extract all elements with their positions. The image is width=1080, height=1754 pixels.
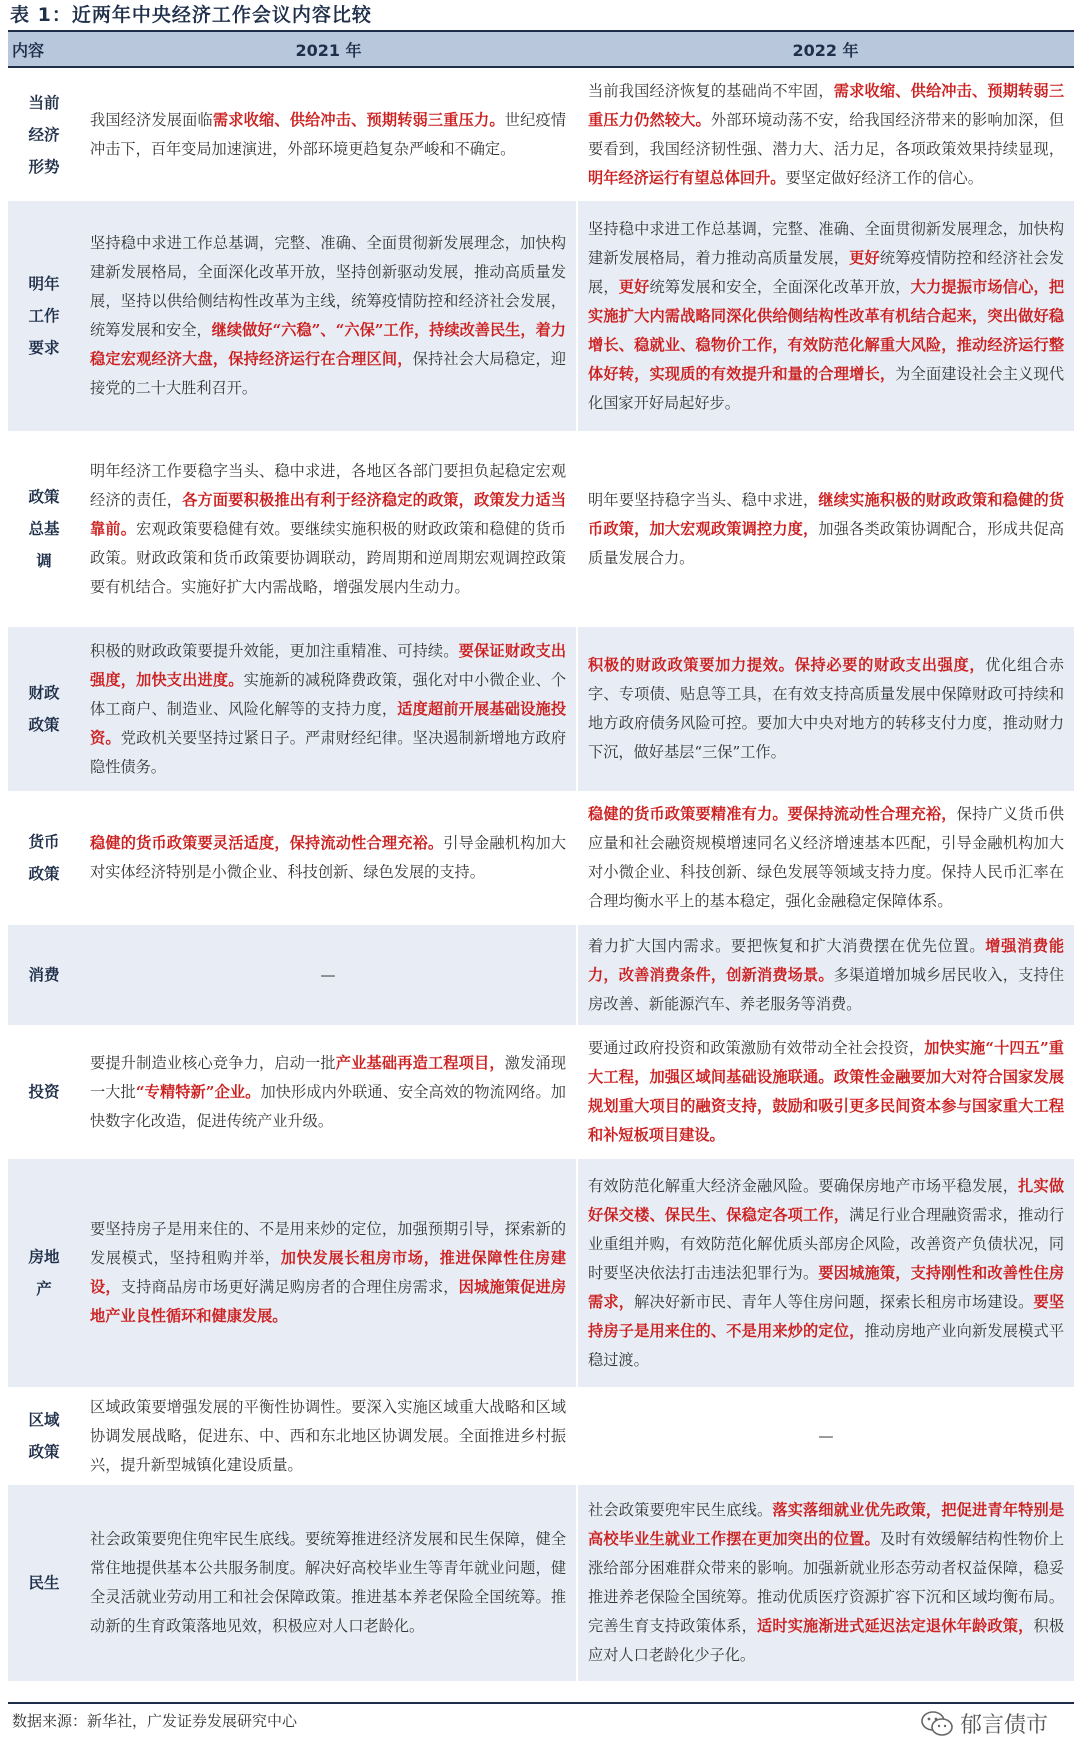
emphasis-text: 积极的财政政策要加力提效。保持必要的财政支出强度，: [588, 656, 986, 674]
table-row: [8, 1485, 1074, 1681]
cell-2021: [80, 1025, 577, 1159]
wechat-icon: [920, 1710, 954, 1738]
body-text: 社会政策要兜住兜牢民生底线。要统筹推进经济发展和民生保障，健全常住地提供基本公共服务制度。解决好高校毕业生等青年就业问题，健全灵活就业劳动用工和社会保障政策。推进基本养老保险全国统筹。推动新的生育政策落地见效，积极应对人口老龄化。: [90, 1530, 566, 1635]
table-row: [8, 791, 1074, 925]
row-label-text: 明年工作要求: [28, 275, 60, 357]
table-row: [8, 431, 1074, 627]
body-text: 统筹发展和安全，全面深化改革开放，: [649, 277, 911, 296]
body-text: 优化组合赤字、专项债、贴息等工具，在有效支持高质量发展中保障财政可持续和地方政府债务风险可控。要加大中央对地方的转移支付力度，推动财力下沉，做好基层“三保”工作。: [588, 656, 1065, 761]
body-text: 多渠道增加城乡居民收入，支持住房改善、新能源汽车、养老服务等消费。: [588, 965, 1065, 1013]
emphasis-text: 因城施策促进房地产业良性循环和健康发展。: [90, 1278, 567, 1325]
emphasis-text: 继续实施积极的财政政策和稳健的货币政策，加大宏观政策调控力度，: [588, 490, 1065, 538]
cell-2022: [577, 1025, 1074, 1159]
table-row: [8, 1387, 1074, 1485]
row-label: [8, 67, 80, 201]
row-label: [8, 431, 80, 627]
cell-2021: [80, 1485, 577, 1681]
comparison-table: [8, 30, 1074, 1681]
body-text: 党政机关要坚持过紧日子。严肃财经纪律。坚决遏制新增地方政府隐性债务。: [90, 728, 567, 776]
body-text: 坚持稳中求进工作总基调，完整、准确、全面贯彻新发展理念，加快构建新发展格局，着力推动高质量发展，: [588, 219, 1064, 267]
emphasis-text: 明年经济运行有望总体回升。: [588, 168, 786, 187]
body-text: —: [320, 965, 336, 984]
watermark-text: 郁言债市: [959, 1713, 1048, 1738]
body-text: 区域政策要增强发展的平衡性协调性。要深入实施区域重大战略和区域协调发展战略，促进东、中、西和东北地区协调发展。全面推进乡村振兴，提升新型城镇化建设质量。: [90, 1397, 566, 1474]
cell-2022: [577, 925, 1074, 1025]
cell-2022: [577, 791, 1074, 925]
emphasis-text: 要保证财政支出强度，加快支出进度。: [90, 641, 567, 689]
header-row: [8, 31, 1074, 67]
body-text: 激发涌现一大批: [90, 1053, 567, 1101]
emphasis-text: 需求收缩、供给冲击、预期转弱三重压力。: [212, 110, 505, 129]
body-text: 加快形成内外联通、安全高效的物流网络。加快数字化改造，促进传统产业升级。: [90, 1082, 566, 1130]
emphasis-text: 各方面要积极推出有利于经济稳定的政策，政策发力适当靠前。: [90, 490, 567, 538]
body-text: 明年要坚持稳字当头、稳中求进，: [588, 490, 819, 509]
table-row: [8, 925, 1074, 1025]
body-text: —: [818, 1426, 834, 1445]
body-text: 支持商品房市场更好满足购房者的合理住房需求，: [120, 1278, 459, 1296]
header-2022: 2022 年: [577, 31, 1074, 67]
body-text: 及时有效缓解结构性物价上涨给部分困难群众带来的影响。加强新就业形态劳动者权益保障，稳妥推进养老保险全国统筹。推动优质医疗资源扩容下沉和区域均衡布局。完善生育支持政策体系，: [588, 1530, 1065, 1635]
body-text: 坚持稳中求进工作总基调，完整、准确、全面贯彻新发展理念，加快构建新发展格局，全面深化改革开放，坚持创新驱动发展，推动高质量发展，坚持以供给侧结构性改革为主线，统筹疫情防控和经济社会发展，统筹发展和安全，: [90, 234, 566, 339]
body-text: 世纪疫情冲击下，百年变局加速演进，外部环境更趋复杂严峻和不确定。: [90, 110, 567, 158]
body-text: 要坚定做好经济工作的信心。: [785, 168, 983, 187]
footer: [8, 1702, 1074, 1754]
emphasis-text: 增强消费能力，改善消费条件，创新消费场景。: [588, 936, 1065, 984]
emphasis-text: 更好: [618, 277, 650, 296]
cell-2022: [577, 1485, 1074, 1681]
emphasis-text: 要因城施策，支持刚性和改善性住房需求，: [588, 1263, 1065, 1311]
watermark: [920, 1708, 1048, 1739]
row-label-text: 货币政策: [28, 833, 60, 883]
body-text: 要坚持房子是用来住的、不是用来炒的定位，加强预期引导，探索新的发展模式，坚持租购并举，: [90, 1220, 566, 1267]
emphasis-text: 稳健的货币政策要灵活适度，保持流动性合理充裕。: [90, 834, 444, 852]
emphasis-text: 适时实施渐进式延迟法定退休年龄政策，: [756, 1617, 1034, 1635]
cell-2021: [80, 1387, 577, 1485]
emphasis-text: 更好: [849, 248, 880, 267]
row-label: [8, 1485, 80, 1681]
data-source: 数据来源：新华社，广发证券发展研究中心: [12, 1712, 298, 1730]
body-text: 保持广义货币供应量和社会融资规模增速同名义经济增速基本匹配，引导金融机构加大对小微企业、科技创新、绿色发展等领域支持力度。保持人民币汇率在合理均衡水平上的基本稳定，强化金融稳定保障体系。: [588, 805, 1065, 910]
emphasis-text: “专精特新”企业。: [135, 1082, 261, 1101]
cell-2021: [80, 201, 577, 431]
body-text: 解决好新市民、青年人等住房问题，探索长租房市场建设。: [634, 1292, 1034, 1311]
body-text: 为全面建设社会主义现代化国家开好局起好步。: [588, 364, 1065, 412]
body-text: 引导金融机构加大对实体经济特别是小微企业、科技创新、绿色发展的支持。: [90, 834, 567, 881]
table-row: [8, 1159, 1074, 1387]
row-label: [8, 627, 80, 791]
body-text: 积极应对人口老龄化少子化。: [588, 1617, 1065, 1664]
row-label: [8, 925, 80, 1025]
body-text: 加强各类政策协调配合，形成共促高质量发展合力。: [588, 519, 1065, 567]
row-label: [8, 201, 80, 431]
body-text: 实施新的减税降费政策，强化对中小微企业、个体工商户、制造业、风险化解等的支持力度，: [90, 670, 567, 718]
cell-2021: [80, 791, 577, 925]
emphasis-text: 要坚持房子是用来住的、不是用来炒的定位，: [588, 1292, 1065, 1340]
header-content: 内容: [8, 31, 80, 67]
body-text: 明年经济工作要稳字当头、稳中求进，各地区各部门要担负起稳定宏观经济的责任，: [90, 461, 566, 509]
cell-2021: [80, 627, 577, 791]
body-text: 满足行业合理融资需求，推动行业重组并购，有效防范化解优质头部房企风险，改善资产负债状况，同时要坚决依法打击违法犯罪行为。: [588, 1205, 1065, 1282]
row-label-text: 房地产: [28, 1248, 60, 1298]
table-row: [8, 1025, 1074, 1159]
body-text: 外部环境动荡不安，给我国经济带来的影响加深，但要看到，我国经济韧性强、潜力大、活力足，各项政策效果持续显现，: [588, 110, 1065, 158]
cell-2022: [577, 1387, 1074, 1485]
emphasis-text: 加快发展长租房市场，推进保障性住房建设，: [90, 1249, 567, 1296]
table-container: [8, 0, 1074, 1681]
body-text: 要通过政府投资和政策激励有效带动全社会投资，: [588, 1039, 925, 1057]
row-label-text: 投资: [28, 1083, 60, 1101]
emphasis-text: 大力提振市场信心，把实施扩大内需战略同深化供给侧结构性改革有机结合起来，突出做好稳增长、稳就业、稳物价工作，有效防范化解重大风险，推动经济运行整体好转，实现质的有效提升和量的合理增长，: [588, 277, 1065, 383]
body-text: 推动房地产业向新发展模式平稳过渡。: [588, 1321, 1065, 1369]
cell-2021: [80, 925, 577, 1025]
table-row: [8, 627, 1074, 791]
emphasis-text: 加快实施“十四五”重大工程，加强区域间基础设施联通。政策性金融要加大对符合国家发展规划重大项目的融资支持，鼓励和吸引更多民间资本参与国家重大工程和补短板项目建设。: [588, 1039, 1064, 1144]
row-label: [8, 1025, 80, 1159]
table-row: [8, 201, 1074, 431]
body-text: 社会政策要兜牢民生底线。: [588, 1501, 773, 1519]
body-text: 统筹疫情防控和经济社会发展，: [588, 248, 1065, 296]
table-row: [8, 67, 1074, 201]
body-text: 宏观政策要稳健有效。要继续实施积极的财政政策和稳健的货币政策。财政政策和货币政策要协调联动，跨周期和逆周期宏观调控政策要有机结合。实施好扩大内需战略，增强发展内生动力。: [90, 519, 567, 596]
body-text: 当前我国经济恢复的基础尚不牢固，: [588, 81, 834, 100]
cell-2022: [577, 627, 1074, 791]
row-label-text: 当前经济形势: [28, 93, 60, 176]
row-label-text: 政策总基调: [28, 488, 60, 570]
emphasis-text: 需求收缩、供给冲击、预期转弱三重压力仍然较大。: [588, 81, 1065, 129]
row-label: [8, 1159, 80, 1387]
emphasis-text: 产业基础再造工程项目，: [335, 1053, 505, 1072]
body-text: 着力扩大国内需求。要把恢复和扩大消费摆在优先位置。: [588, 936, 986, 955]
body-text: 积极的财政政策要提升效能，更加注重精准、可持续。: [90, 641, 459, 660]
emphasis-text: 落实落细就业优先政策，把促进青年特别是高校毕业生就业工作摆在更加突出的位置。: [588, 1501, 1065, 1548]
cell-2022: [577, 1159, 1074, 1387]
row-label-text: 区域政策: [28, 1411, 60, 1461]
cell-2022: [577, 67, 1074, 201]
body-text: 有效防范化解重大经济金融风险。要确保房地产市场平稳发展，: [588, 1176, 1019, 1195]
body-text: 保持社会大局稳定，迎接党的二十大胜利召开。: [90, 350, 567, 397]
row-label: [8, 791, 80, 925]
body-text: 我国经济发展面临: [90, 110, 213, 129]
row-label-text: 民生: [28, 1574, 60, 1592]
cell-2021: [80, 67, 577, 201]
emphasis-text: 扎实做好保交楼、保民生、保稳定各项工作，: [588, 1176, 1065, 1224]
emphasis-text: 继续做好“六稳”、“六保”工作，持续改善民生，着力稳定宏观经济大盘，保持经济运行在合理区间，: [90, 321, 566, 368]
row-label-text: 财政政策: [28, 684, 60, 734]
cell-2021: [80, 431, 577, 627]
cell-2021: [80, 1159, 577, 1387]
row-label: [8, 1387, 80, 1485]
row-label-text: 消费: [28, 966, 60, 984]
emphasis-text: 稳健的货币政策要精准有力。要保持流动性合理充裕，: [588, 805, 957, 823]
header-2021: 2021 年: [80, 31, 577, 67]
body-text: 要提升制造业核心竞争力，启动一批: [90, 1053, 336, 1072]
cell-2022: [577, 431, 1074, 627]
cell-2022: [577, 201, 1074, 431]
table-caption: 表 1：近两年中央经济工作会议内容比较: [10, 4, 372, 26]
emphasis-text: 适度超前开展基础设施投资。: [90, 699, 567, 747]
